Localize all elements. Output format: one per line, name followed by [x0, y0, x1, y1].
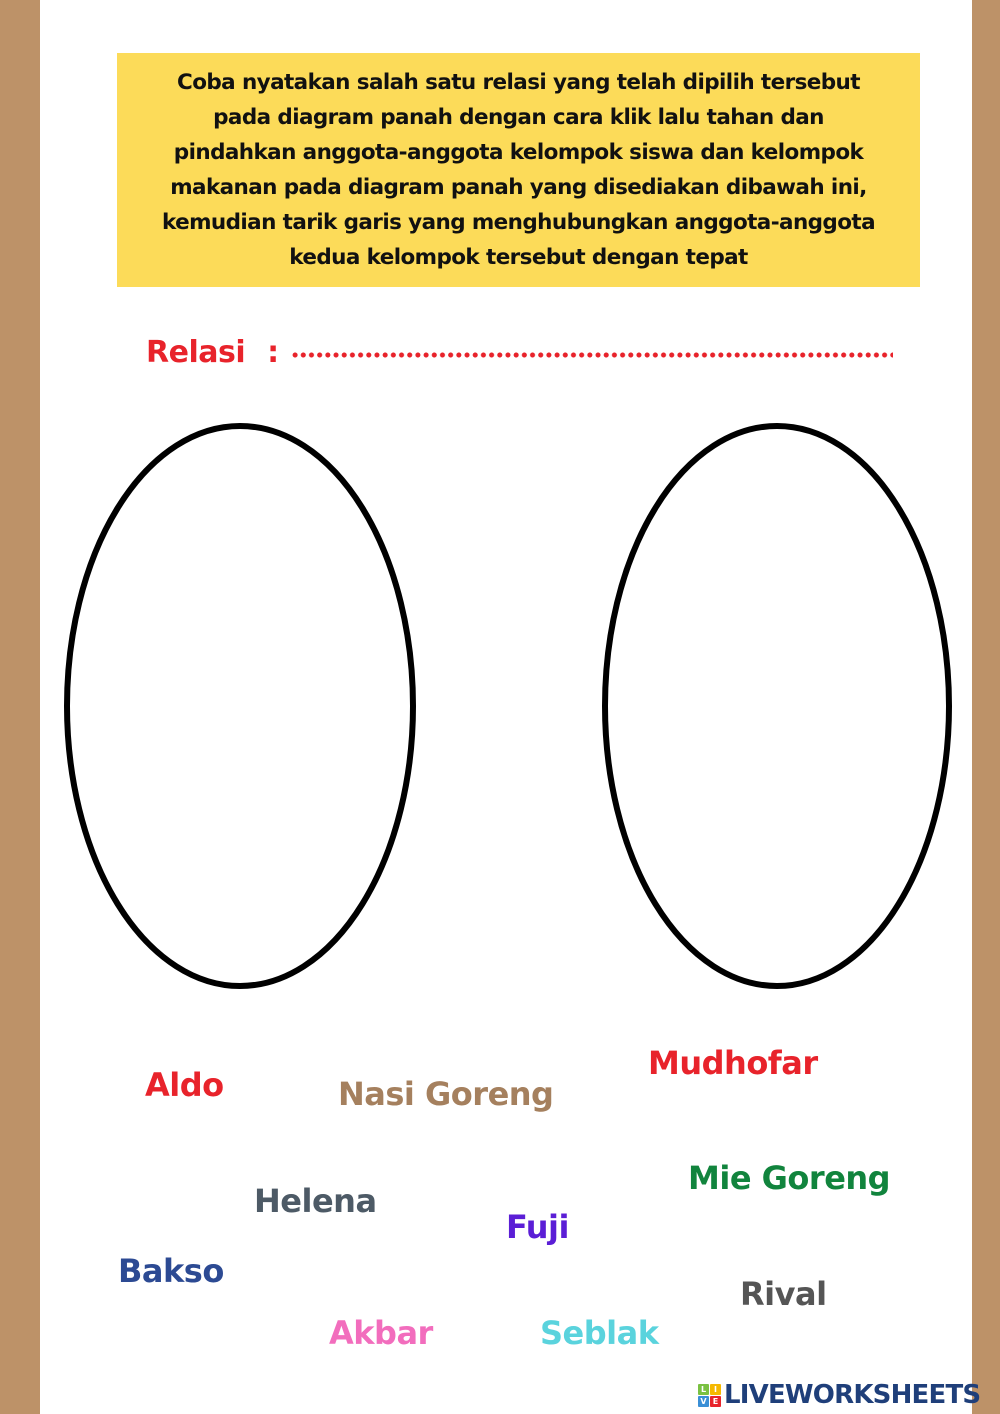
right-set-ellipse[interactable] — [605, 426, 949, 986]
logo-tile: E — [710, 1396, 721, 1407]
drag-item-rival[interactable]: Rival — [740, 1275, 827, 1313]
drag-item-nasi-goreng[interactable]: Nasi Goreng — [338, 1075, 554, 1113]
liveworksheets-logo — [698, 1380, 980, 1410]
relasi-label: Relasi — [146, 335, 246, 370]
logo-tile: I — [710, 1384, 721, 1395]
drag-item-seblak[interactable]: Seblak — [540, 1314, 659, 1352]
drag-item-mudhofar[interactable]: Mudhofar — [648, 1044, 818, 1082]
logo-tile: V — [698, 1396, 709, 1407]
left-set-ellipse[interactable] — [67, 426, 413, 986]
drag-item-fuji[interactable]: Fuji — [506, 1208, 569, 1246]
drag-item-akbar[interactable]: Akbar — [329, 1314, 433, 1352]
instruction-line: Coba nyatakan salah satu relasi yang telah dipilih tersebut — [177, 70, 860, 95]
logo-tiles-icon — [698, 1384, 721, 1407]
logo-text: LIVEWORKSHEETS — [724, 1380, 981, 1410]
logo-tile: L — [698, 1384, 709, 1395]
drag-item-bakso[interactable]: Bakso — [118, 1252, 224, 1290]
drag-item-helena[interactable]: Helena — [254, 1182, 377, 1220]
relasi-colon: : — [267, 335, 280, 370]
drag-item-aldo[interactable]: Aldo — [145, 1066, 224, 1104]
instruction-line: pindahkan anggota-anggota kelompok siswa dan kelompok — [173, 140, 864, 165]
instruction-line: makanan pada diagram panah yang disediakan dibawah ini, — [170, 175, 867, 200]
instruction-line: kedua kelompok tersebut dengan tepat — [289, 245, 748, 270]
drag-item-mie-goreng[interactable]: Mie Goreng — [688, 1159, 891, 1197]
instruction-line: kemudian tarik garis yang menghubungkan anggota-anggota — [162, 210, 875, 235]
instruction-line: pada diagram panah dengan cara klik lalu tahan dan — [213, 105, 824, 130]
